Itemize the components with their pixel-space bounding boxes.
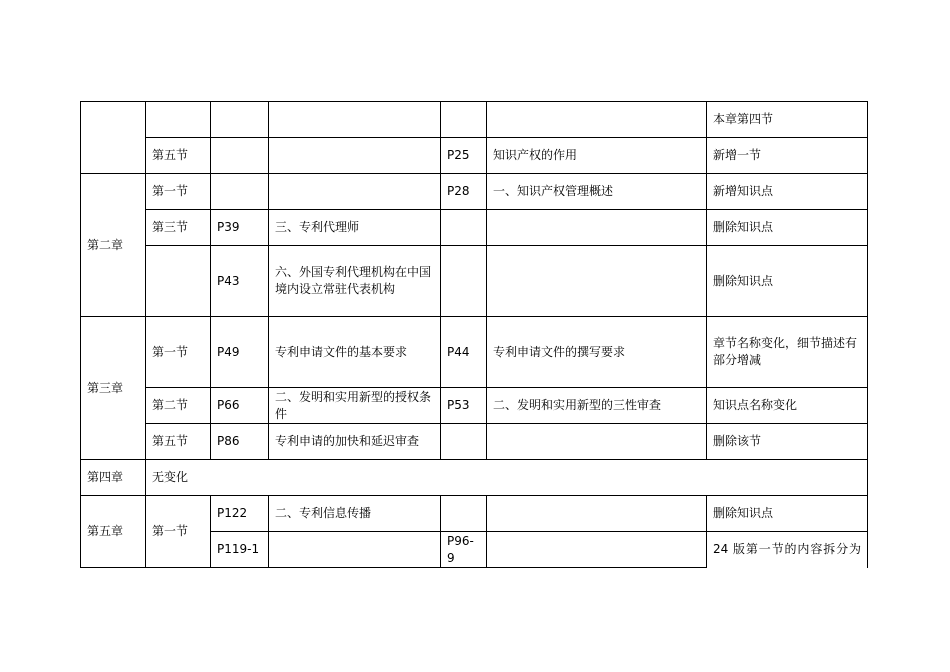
old-page-cell: P86 bbox=[211, 424, 269, 460]
old-content-cell: 专利申请文件的基本要求 bbox=[269, 317, 441, 388]
chapter-cell: 第二章 bbox=[81, 174, 146, 317]
new-content-cell bbox=[487, 424, 707, 460]
change-note-cell: 本章第四节 bbox=[707, 102, 868, 138]
section-cell: 第五节 bbox=[146, 424, 211, 460]
new-page-cell: P53 bbox=[441, 388, 487, 424]
new-page-cell bbox=[441, 246, 487, 317]
new-content-cell: 一、知识产权管理概述 bbox=[487, 174, 707, 210]
old-page-cell: P119-1 bbox=[211, 532, 269, 568]
chapter-cell: 第五章 bbox=[81, 496, 146, 568]
old-page-cell: P66 bbox=[211, 388, 269, 424]
old-content-cell: 六、外国专利代理机构在中国境内设立常驻代表机构 bbox=[269, 246, 441, 317]
section-cell: 第一节 bbox=[146, 317, 211, 388]
new-content-cell: 知识产权的作用 bbox=[487, 138, 707, 174]
table-row bbox=[81, 460, 868, 496]
old-content-cell bbox=[269, 532, 441, 568]
new-page-cell: P44 bbox=[441, 317, 487, 388]
change-note-cell: 新增一节 bbox=[707, 138, 868, 174]
old-page-cell bbox=[211, 138, 269, 174]
change-note-cell: 新增知识点 bbox=[707, 174, 868, 210]
section-cell: 第五节 bbox=[146, 138, 211, 174]
chapter-cell: 第四章 bbox=[81, 460, 146, 496]
new-content-cell bbox=[487, 246, 707, 317]
old-content-cell: 二、发明和实用新型的授权条件 bbox=[269, 388, 441, 424]
old-page-cell: P122 bbox=[211, 496, 269, 532]
chapter-cell bbox=[81, 102, 146, 174]
old-page-cell bbox=[211, 174, 269, 210]
new-content-cell: 专利申请文件的撰写要求 bbox=[487, 317, 707, 388]
table-row bbox=[81, 424, 868, 460]
table-row bbox=[81, 317, 868, 388]
section-cell bbox=[146, 102, 211, 138]
section-cell bbox=[146, 246, 211, 317]
new-content-cell: 二、发明和实用新型的三性审查 bbox=[487, 388, 707, 424]
old-content-cell: 专利申请的加快和延迟审查 bbox=[269, 424, 441, 460]
table-row bbox=[81, 388, 868, 424]
chapter-cell: 第三章 bbox=[81, 317, 146, 460]
old-content-cell bbox=[269, 174, 441, 210]
section-cell: 第三节 bbox=[146, 210, 211, 246]
table-row bbox=[81, 174, 868, 210]
change-note-cell: 删除知识点 bbox=[707, 246, 868, 317]
table-row bbox=[81, 210, 868, 246]
old-content-cell bbox=[269, 102, 441, 138]
change-note-cell: 删除知识点 bbox=[707, 496, 868, 532]
no-change-cell: 无变化 bbox=[146, 460, 868, 496]
table-row bbox=[81, 246, 868, 317]
new-content-cell bbox=[487, 496, 707, 532]
old-page-cell: P43 bbox=[211, 246, 269, 317]
table-row bbox=[81, 496, 868, 532]
new-page-cell bbox=[441, 210, 487, 246]
change-note-cell: 删除知识点 bbox=[707, 210, 868, 246]
change-note-cell: 24 版第一节的内容拆分为 bbox=[707, 532, 868, 568]
new-page-cell: P96-9 bbox=[441, 532, 487, 568]
new-page-cell bbox=[441, 424, 487, 460]
section-cell: 第一节 bbox=[146, 174, 211, 210]
old-page-cell: P39 bbox=[211, 210, 269, 246]
table-row bbox=[81, 102, 868, 138]
new-page-cell: P28 bbox=[441, 174, 487, 210]
change-note-cell: 知识点名称变化 bbox=[707, 388, 868, 424]
new-content-cell bbox=[487, 210, 707, 246]
old-content-cell: 二、专利信息传播 bbox=[269, 496, 441, 532]
old-content-cell: 三、专利代理师 bbox=[269, 210, 441, 246]
new-page-cell bbox=[441, 102, 487, 138]
table-row bbox=[81, 138, 868, 174]
old-content-cell bbox=[269, 138, 441, 174]
chapter-change-table bbox=[80, 101, 868, 568]
old-page-cell: P49 bbox=[211, 317, 269, 388]
section-cell: 第一节 bbox=[146, 496, 211, 568]
new-content-cell bbox=[487, 532, 707, 568]
new-content-cell bbox=[487, 102, 707, 138]
change-note-cell: 章节名称变化，细节描述有部分增减 bbox=[707, 317, 868, 388]
new-page-cell bbox=[441, 496, 487, 532]
old-page-cell bbox=[211, 102, 269, 138]
new-page-cell: P25 bbox=[441, 138, 487, 174]
change-note-cell: 删除该节 bbox=[707, 424, 868, 460]
section-cell: 第二节 bbox=[146, 388, 211, 424]
